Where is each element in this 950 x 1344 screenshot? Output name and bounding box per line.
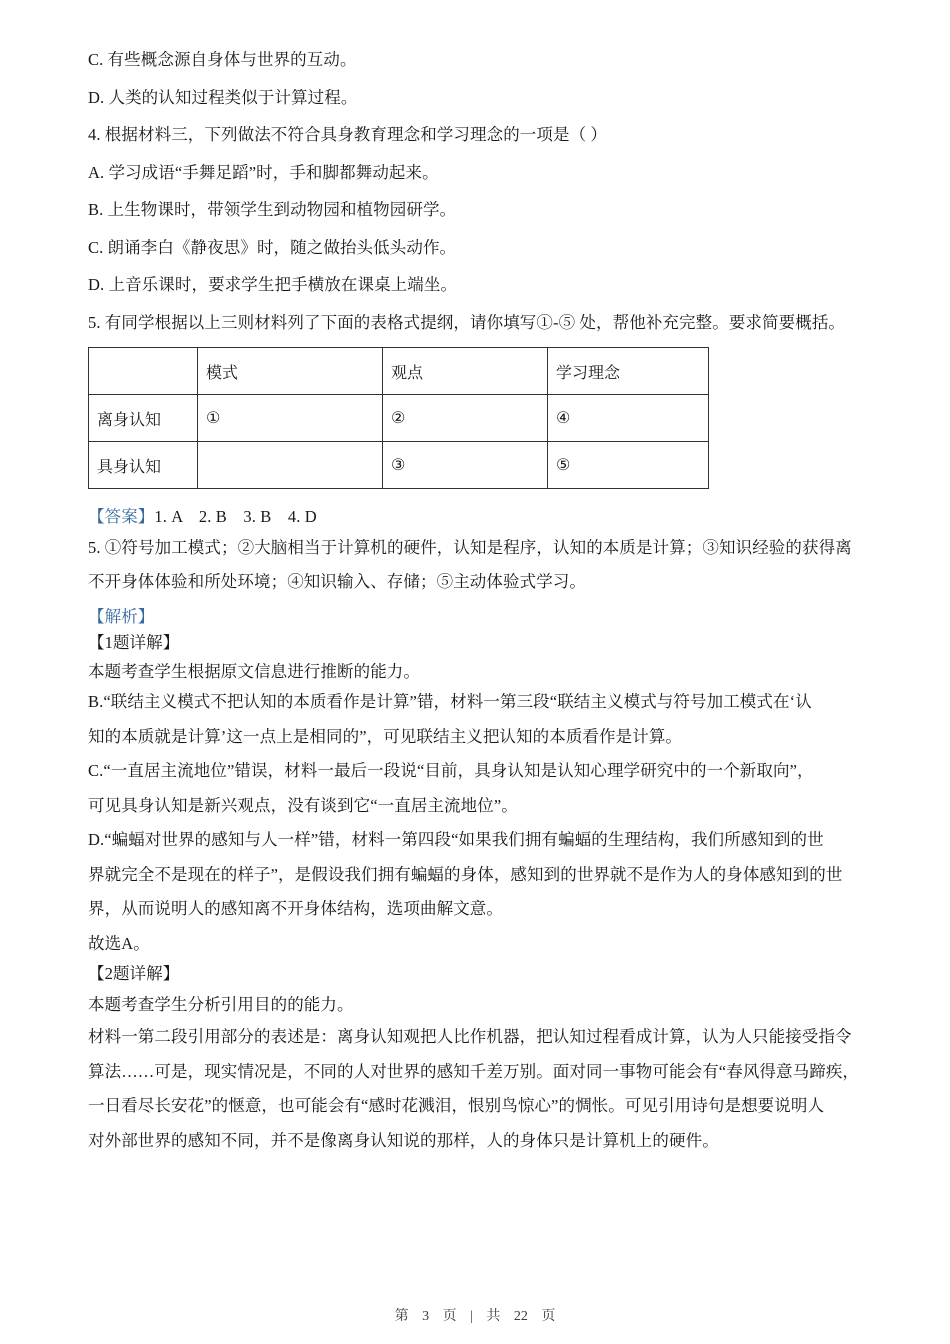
table-cell: ⑤ bbox=[548, 442, 709, 489]
table-row bbox=[89, 442, 709, 489]
answer-item5-line: 5. ①符号加工模式；②大脑相当于计算机的硬件，认知是程序，认知的本质是计算；③知识经验的获得离 bbox=[88, 537, 852, 557]
option-line: D. 上音乐课时，要求学生把手横放在课桌上端坐。 bbox=[88, 275, 458, 294]
analysis-line: 材料一第二段引用部分的表述是：离身认知观把人比作机器，把认知过程看成计算，认为人只能接受指令 bbox=[88, 1027, 852, 1046]
analysis-line: 界，从而说明人的感知离不开身体结构，选项曲解文意。 bbox=[88, 899, 503, 918]
answer-label: 【答案】 bbox=[88, 507, 155, 526]
analysis-line: 一日看尽长安花”的惬意，也可能会有“感时花溅泪，恨别鸟惊心”的惆怅。可见引用诗句是想要说明人 bbox=[88, 1096, 825, 1115]
analysis-line: 界就完全不是现在的样子”，是假设我们拥有蝙蝠的身体，感知到的世界就不是作为人的身体感知到的世 bbox=[88, 864, 843, 884]
answer-line bbox=[88, 509, 878, 526]
footer-total-prefix: 共 bbox=[486, 1309, 501, 1324]
option-line: B. 上生物课时，带领学生到动物园和植物园研学。 bbox=[88, 200, 457, 219]
analysis-line: 本题考查学生分析引用目的的能力。 bbox=[88, 994, 354, 1014]
table-cell: ④ bbox=[548, 395, 709, 442]
analysis-heading: 【1题详解】 bbox=[88, 633, 180, 652]
footer-separator: | bbox=[470, 1309, 473, 1324]
table-header-cell: 观点 bbox=[383, 348, 548, 395]
analysis-heading: 【2题详解】 bbox=[88, 964, 180, 983]
table-cell: 离身认知 bbox=[89, 395, 198, 442]
answer-inline: 1. A 2. B 3. B 4. D bbox=[154, 507, 317, 526]
analysis-label bbox=[88, 606, 878, 626]
footer-page-number: 3 bbox=[422, 1309, 430, 1324]
table-cell: 具身认知 bbox=[89, 442, 198, 489]
analysis-line: 故选A。 bbox=[88, 933, 150, 953]
analysis-line: B.“联结主义模式不把认知的本质看作是计算”错，材料一第三段“联结主义模式与符号加工模式在‘认 bbox=[88, 692, 812, 711]
table-header-row bbox=[89, 348, 709, 395]
table-header-cell: 学习理念 bbox=[548, 348, 709, 395]
table-row bbox=[89, 395, 709, 442]
analysis-line: C.“一直居主流地位”错误，材料一最后一段说“目前，具身认知是认知心理学研究中的一个新取向”， bbox=[88, 761, 814, 780]
analysis-line: 算法……可是，现实情况是，不同的人对世界的感知千差万别。面对同一事物可能会有“春风得意马蹄疾， bbox=[88, 1061, 860, 1081]
analysis-line: 对外部世界的感知不同，并不是像离身认知说的那样，人的身体只是计算机上的硬件。 bbox=[88, 1130, 719, 1150]
footer-page-unit: 页 bbox=[442, 1309, 457, 1324]
analysis-line: D.“蝙蝠对世界的感知与人一样”错，材料一第四段“如果我们拥有蝙蝠的生理结构，我们所感知到的世 bbox=[88, 830, 824, 849]
option-line: D. 人类的认知过程类似于计算过程。 bbox=[88, 87, 358, 107]
analysis-line: 可见具身认知是新兴观点，没有谈到它“一直居主流地位”。 bbox=[88, 795, 518, 815]
table-cell: ① bbox=[198, 395, 383, 442]
option-line: C. 朗诵李白《静夜思》时，随之做抬头低头动作。 bbox=[88, 237, 457, 257]
table-header-cell bbox=[89, 348, 198, 395]
page-footer bbox=[0, 1305, 950, 1325]
outline-table bbox=[88, 347, 709, 489]
outline-table-wrapper bbox=[88, 347, 878, 489]
question-stem-4: 4. 根据材料三，下列做法不符合具身教育理念和学习理念的一项是（ ） bbox=[88, 125, 608, 144]
option-line: A. 学习成语“手舞足蹈”时，手和脚都舞动起来。 bbox=[88, 162, 439, 182]
table-cell: ② bbox=[383, 395, 548, 442]
footer-total-pages: 22 bbox=[513, 1309, 528, 1324]
answer-item5-line: 不开身体体验和所处环境；④知识输入、存储；⑤主动体验式学习。 bbox=[88, 572, 586, 591]
footer-page-prefix: 第 bbox=[394, 1309, 409, 1324]
table-header-cell: 模式 bbox=[198, 348, 383, 395]
option-line: C. 有些概念源自身体与世界的互动。 bbox=[88, 50, 357, 69]
table-cell: ③ bbox=[383, 442, 548, 489]
analysis-line: 本题考查学生根据原文信息进行推断的能力。 bbox=[88, 661, 420, 681]
analysis-label-text: 【解析】 bbox=[88, 606, 155, 626]
footer-total-unit: 页 bbox=[541, 1309, 556, 1324]
analysis-line: 知的本质就是计算’这一点上是相同的”，可见联结主义把认知的本质看作是计算。 bbox=[88, 726, 683, 746]
table-cell bbox=[198, 442, 383, 489]
question-stem-5: 5. 有同学根据以上三则材料列了下面的表格式提纲，请你填写①-⑤ 处，帮他补充完整。要求简要概括。 bbox=[88, 312, 846, 332]
